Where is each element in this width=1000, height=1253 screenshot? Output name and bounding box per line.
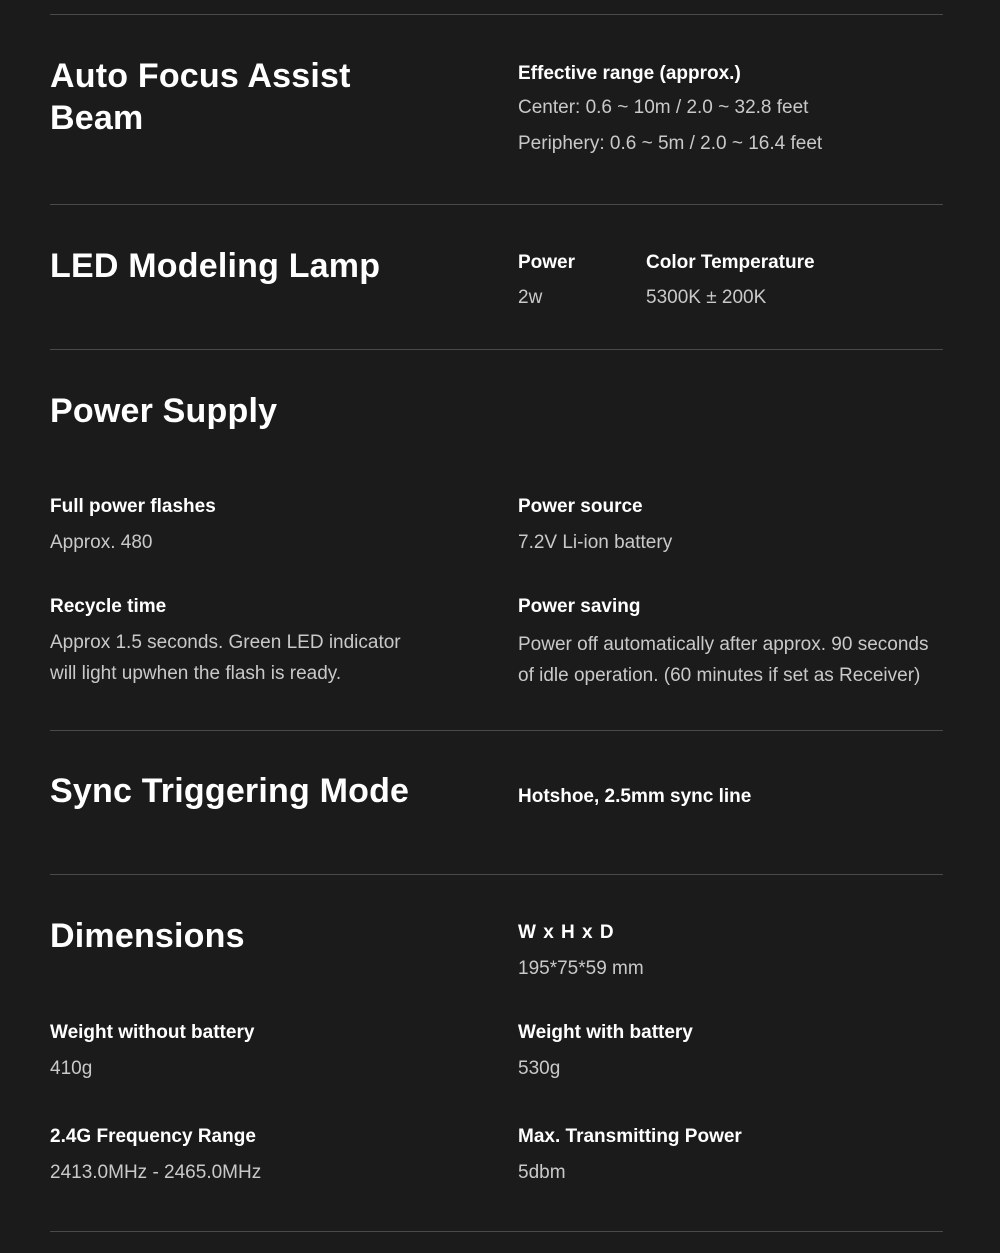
power-saving-line1: Power off automatically after approx. 90 seconds [518,634,929,655]
led-color-temp-value: 5300K ± 200K [646,287,767,308]
led-power-value: 2w [518,287,543,308]
divider-top [50,14,943,15]
divider-sync-dimensions [50,874,943,875]
afab-center-value: Center: 0.6 ~ 10m / 2.0 ~ 32.8 feet [518,97,809,118]
afab-periphery-value: Periphery: 0.6 ~ 5m / 2.0 ~ 16.4 feet [518,133,823,154]
weight-with-value: 530g [518,1058,561,1079]
led-power-label: Power [518,252,576,273]
weight-without-value: 410g [50,1058,93,1079]
frequency-range-value: 2413.0MHz - 2465.0MHz [50,1162,262,1183]
afab-title-line1: Auto Focus Assist [50,57,351,95]
recycle-time-line2: will light upwhen the flash is ready. [50,663,342,684]
led-title: LED Modeling Lamp [50,247,381,285]
weight-without-label: Weight without battery [50,1022,255,1043]
recycle-time-label: Recycle time [50,596,167,617]
afab-title-line2: Beam [50,99,144,137]
power-saving-label: Power saving [518,596,641,617]
whd-label: W x H x D [518,922,615,943]
power-saving-line2: of idle operation. (60 minutes if set as Receiver) [518,665,921,686]
power-source-label: Power source [518,496,643,517]
power-supply-title: Power Supply [50,392,278,430]
full-power-label: Full power flashes [50,496,216,517]
sync-title: Sync Triggering Mode [50,772,410,810]
sync-value: Hotshoe, 2.5mm sync line [518,786,752,807]
afab-title [50,55,351,139]
dimensions-title: Dimensions [50,917,245,955]
afab-range-label: Effective range (approx.) [518,63,741,84]
frequency-range-label: 2.4G Frequency Range [50,1126,256,1147]
recycle-time-line1: Approx 1.5 seconds. Green LED indicator [50,632,401,653]
transmitting-power-value: 5dbm [518,1162,566,1183]
whd-value: 195*75*59 mm [518,958,644,979]
divider-bottom [50,1231,943,1232]
full-power-value: Approx. 480 [50,532,153,553]
power-source-value: 7.2V Li-ion battery [518,532,673,553]
divider-led-power [50,349,943,350]
divider-power-sync [50,730,943,731]
divider-afab-led [50,204,943,205]
weight-with-label: Weight with battery [518,1022,693,1043]
transmitting-power-label: Max. Transmitting Power [518,1126,742,1147]
led-color-temp-label: Color Temperature [646,252,815,273]
